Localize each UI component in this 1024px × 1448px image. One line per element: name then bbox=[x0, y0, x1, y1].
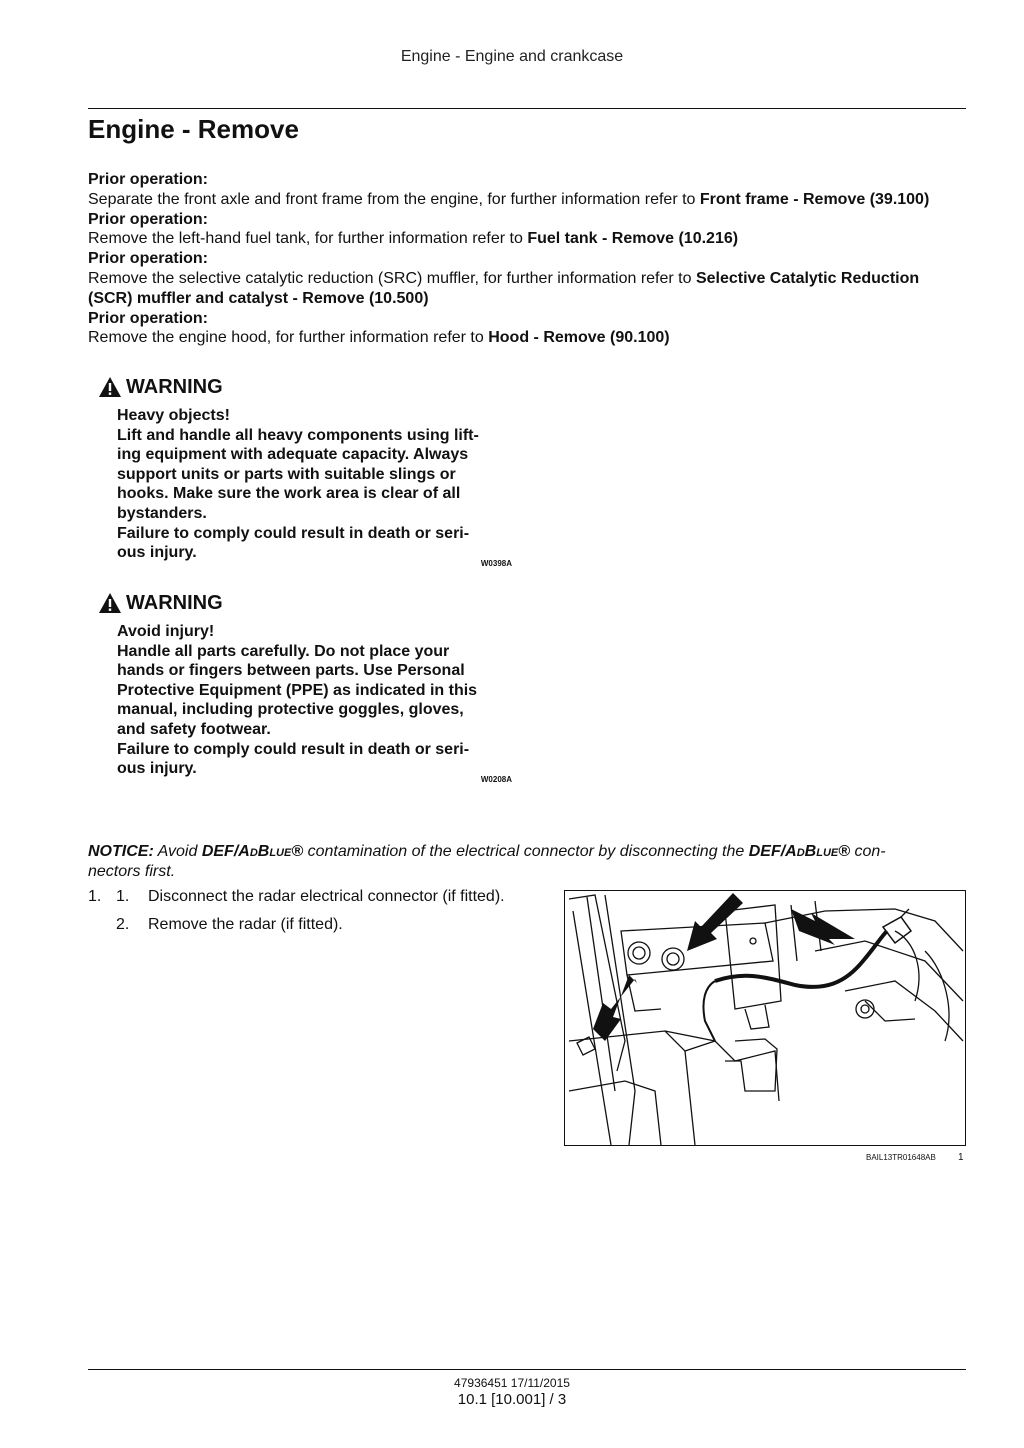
warning-code: W0208A bbox=[480, 774, 512, 784]
prior-operation-label: Prior operation: bbox=[88, 210, 209, 228]
running-header: Engine - Engine and crankcase bbox=[400, 48, 624, 65]
footer-document-id: 47936451 17/11/2015 bbox=[454, 1376, 570, 1390]
list-item bbox=[88, 916, 548, 944]
warning-box-heavy-objects bbox=[98, 374, 514, 568]
reference-link[interactable]: (SCR) muffler and catalyst - Remove (10.500) bbox=[88, 289, 429, 307]
footer-rule bbox=[88, 1369, 966, 1370]
warning-box-avoid-injury bbox=[98, 590, 514, 784]
warning-heading: WARNING bbox=[98, 374, 514, 400]
reference-link[interactable]: Selective Catalytic Reduction bbox=[695, 269, 920, 287]
reference-link[interactable]: Hood - Remove (90.100) bbox=[488, 329, 670, 347]
prior-operation-label: Prior operation: bbox=[88, 250, 209, 268]
prior-operation-4: Remove the engine hood, for further information refer to Hood - Remove (90.100) bbox=[88, 329, 670, 347]
sub-step-number: 2. bbox=[116, 916, 130, 933]
warning-text: Avoid injury! Handle all parts carefully. Do not place your hands or fingers between parts. Use Personal Protective Equipment (PPE) as indicated in this manual, including protective goggles, gloves, and safety footwear. Failure to comply could result in death or seri- ous injury. bbox=[117, 623, 478, 778]
prior-operation-1: Separate the front axle and front frame from the engine, for further information refer to Front frame - Remove (39.100) bbox=[88, 190, 930, 208]
warning-text: Heavy objects! Lift and handle all heavy components using lift- ing equipment with adequate capacity. Always support units or parts with suitable slings or hooks. Make sure the work area is clear of all bystanders. Failure to comply could result in death or seri- ous injury. bbox=[117, 407, 479, 562]
page-title: Engine - Remove bbox=[88, 114, 299, 144]
step-text: Disconnect the radar electrical connector (if fitted). bbox=[148, 888, 505, 905]
prior-operation-2: Remove the left-hand fuel tank, for further information refer to Fuel tank - Remove (10.216) bbox=[88, 230, 739, 248]
prior-operation-label: Prior operation: bbox=[88, 309, 209, 327]
procedure-steps bbox=[88, 888, 548, 944]
technical-drawing bbox=[565, 891, 965, 1145]
reference-link[interactable]: Front frame - Remove (39.100) bbox=[699, 190, 930, 208]
main-step-number: 1. bbox=[88, 888, 102, 905]
prior-operation-label: Prior operation: bbox=[88, 171, 209, 188]
notice-label: NOTICE: bbox=[88, 843, 154, 860]
warning-triangle-icon bbox=[98, 376, 122, 398]
header-rule bbox=[88, 108, 966, 109]
figure-caption: BAIL13TR01648AB bbox=[866, 1153, 936, 1162]
figure-number: 1 bbox=[958, 1152, 964, 1163]
prior-operation-3-cont bbox=[88, 289, 968, 309]
sub-step-number: 1. bbox=[116, 888, 130, 905]
step-text: Remove the radar (if fitted). bbox=[148, 916, 343, 933]
warning-code: W0398A bbox=[480, 558, 512, 568]
prior-operations bbox=[88, 170, 968, 348]
warning-heading: WARNING bbox=[98, 590, 514, 616]
warning-triangle-icon bbox=[98, 592, 122, 614]
list-item bbox=[88, 888, 548, 916]
footer-page-number: 10.1 [10.001] / 3 bbox=[457, 1391, 567, 1408]
prior-operation-3: Remove the selective catalytic reduction (SRC) muffler, for further information refer to Selective Catalytic Reduction bbox=[88, 269, 920, 287]
radar-connector-illustration bbox=[564, 890, 966, 1146]
reference-link[interactable]: Fuel tank - Remove (10.216) bbox=[527, 230, 739, 248]
notice-paragraph: NOTICE: Avoid DEF/AdBlue® contamination of the electrical connector by disconnecting the DEF/AdBlue® con- nectors first. bbox=[88, 843, 886, 880]
